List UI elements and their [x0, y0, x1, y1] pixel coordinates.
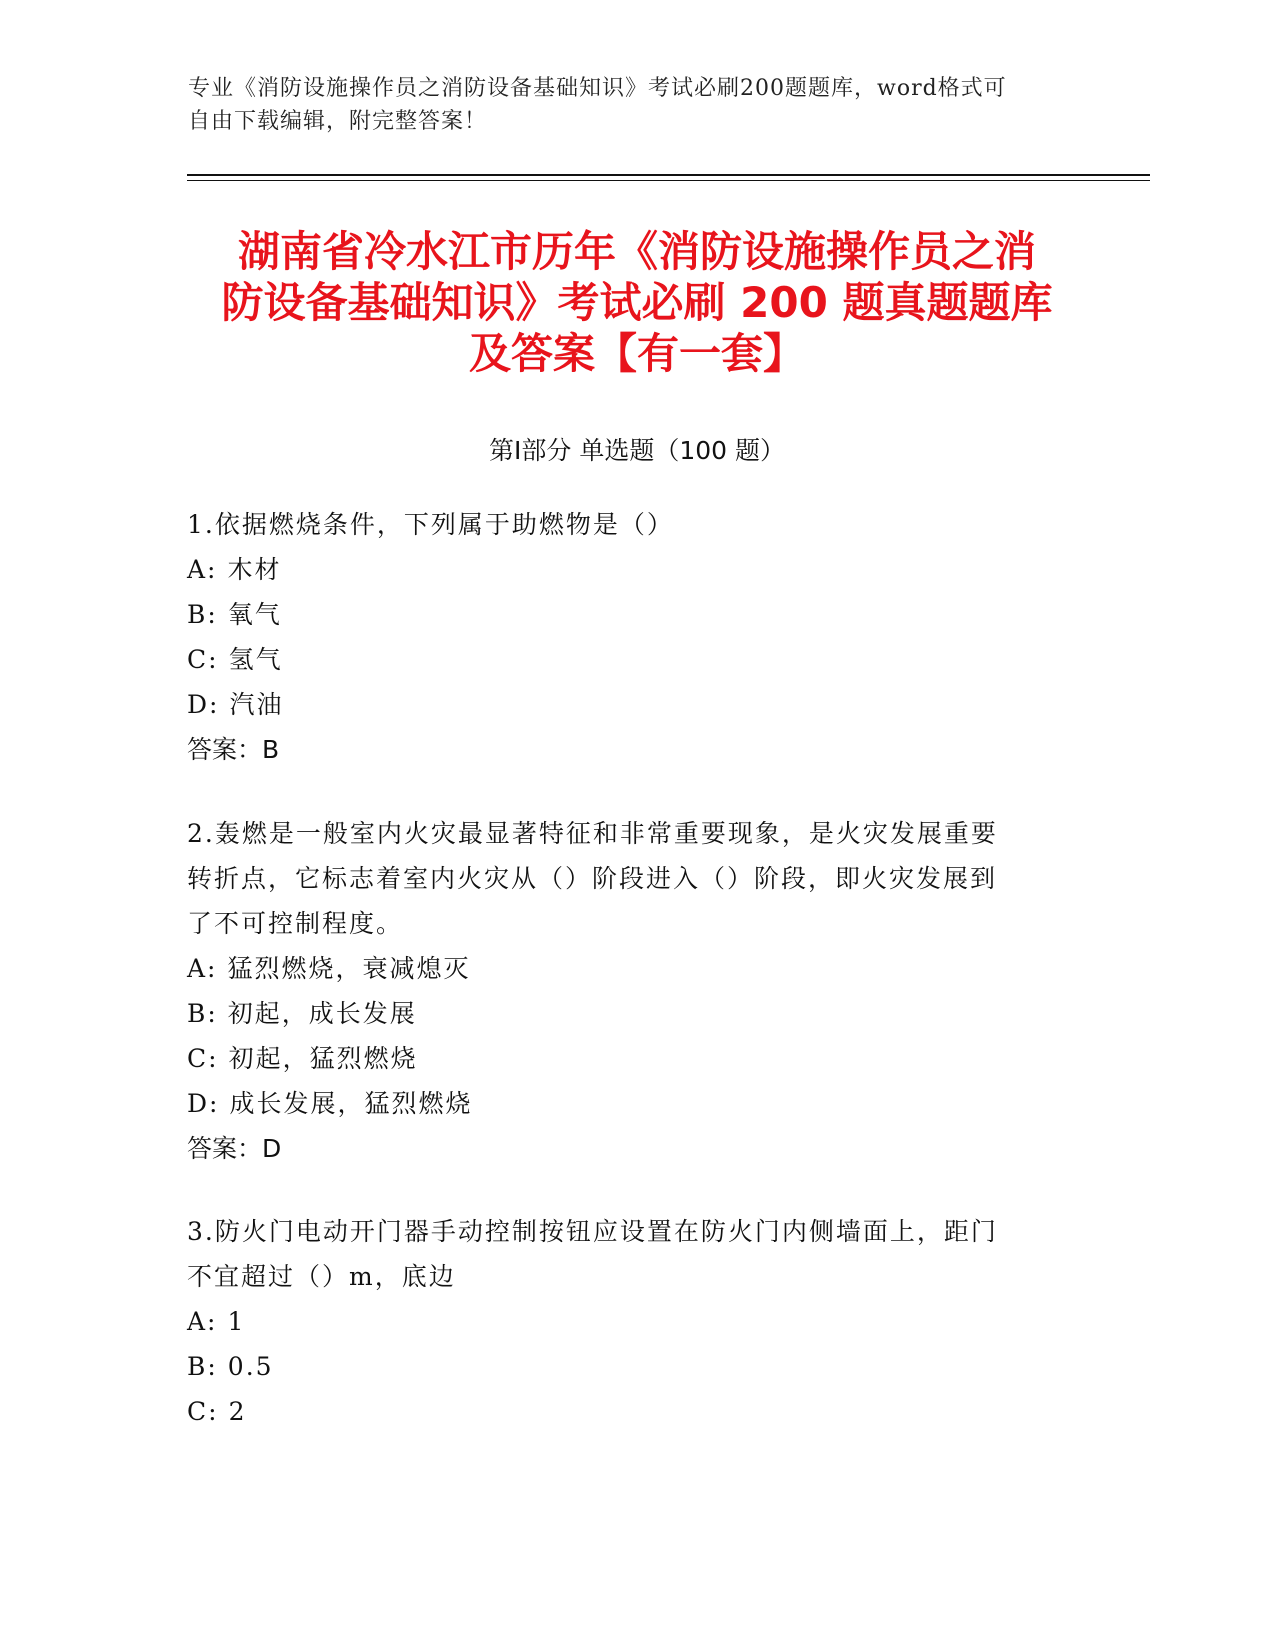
- option-d: [187, 1081, 1087, 1126]
- option-text: 成长发展，猛烈燃烧: [229, 1089, 473, 1118]
- question-3: [187, 1209, 1087, 1434]
- option-text: 猛烈燃烧，衰减熄灭: [227, 954, 471, 983]
- section-title: 第Ⅰ部分 单选题（100 题）: [489, 436, 785, 465]
- answer: 答案：D: [187, 1134, 282, 1163]
- option-key: C:: [187, 1397, 219, 1426]
- document-title-line-2: 防设备基础知识》考试必刷 200 题真题题库: [221, 278, 1053, 327]
- option-text: 0.5: [227, 1352, 274, 1381]
- option-b: [187, 991, 1087, 1036]
- header-divider-thin: [187, 180, 1150, 181]
- question-2: [187, 811, 1087, 1171]
- option-key: B:: [187, 1352, 218, 1381]
- question-text-line: 2.轰燃是一般室内火灾最显著特征和非常重要现象，是火灾发展重要: [187, 819, 998, 848]
- question-text-line: 转折点，它标志着室内火灾从（）阶段进入（）阶段，即火灾发展到: [187, 864, 998, 893]
- option-a: [187, 946, 1087, 991]
- option-text: 木材: [227, 555, 282, 584]
- option-key: C:: [187, 1044, 219, 1073]
- option-text: 2: [228, 1397, 247, 1426]
- option-text: 初起，成长发展: [227, 999, 417, 1028]
- option-b: [187, 1344, 1087, 1389]
- option-c: [187, 637, 1087, 682]
- question-text-line: 3.防火门电动开门器手动控制按钮应设置在防火门内侧墙面上，距门: [187, 1217, 998, 1246]
- option-text: 汽油: [229, 690, 284, 719]
- document-title-line-3: 及答案【有一套】: [468, 329, 805, 378]
- question-text: [187, 1209, 1087, 1299]
- option-a: [187, 1299, 1087, 1344]
- option-d: [187, 682, 1087, 727]
- option-text: 氢气: [228, 645, 283, 674]
- question-text-line: 不宜超过（）m，底边: [187, 1262, 456, 1291]
- option-key: D:: [187, 1089, 220, 1118]
- question-1: [187, 502, 1087, 772]
- option-key: B:: [187, 999, 218, 1028]
- option-key: A:: [187, 954, 218, 983]
- answer: 答案：B: [187, 735, 280, 764]
- question-text-line: 了不可控制程度。: [187, 909, 404, 938]
- option-c: [187, 1036, 1087, 1081]
- option-key: C:: [187, 645, 219, 674]
- option-c: [187, 1389, 1087, 1434]
- option-text: 1: [227, 1307, 246, 1336]
- option-key: A:: [187, 555, 218, 584]
- option-b: [187, 592, 1087, 637]
- option-key: D:: [187, 690, 220, 719]
- question-text-line: 1.依据燃烧条件，下列属于助燃物是（）: [187, 510, 674, 539]
- option-text: 氧气: [227, 600, 282, 629]
- question-text: [187, 811, 1087, 946]
- header-note: [188, 72, 1068, 138]
- document-title: [187, 226, 1087, 379]
- question-text: [187, 502, 1087, 547]
- header-divider-thick: [187, 174, 1150, 176]
- option-text: 初起，猛烈燃烧: [228, 1044, 418, 1073]
- document-title-line-1: 湖南省冷水江市历年《消防设施操作员之消: [237, 227, 1036, 276]
- option-key: A:: [187, 1307, 218, 1336]
- option-key: B:: [187, 600, 218, 629]
- header-note-line-2: 自由下载编辑，附完整答案！: [188, 109, 488, 134]
- option-a: [187, 547, 1087, 592]
- header-note-line-1: 专业《消防设施操作员之消防设备基础知识》考试必刷200题题库，word格式可: [188, 76, 1007, 101]
